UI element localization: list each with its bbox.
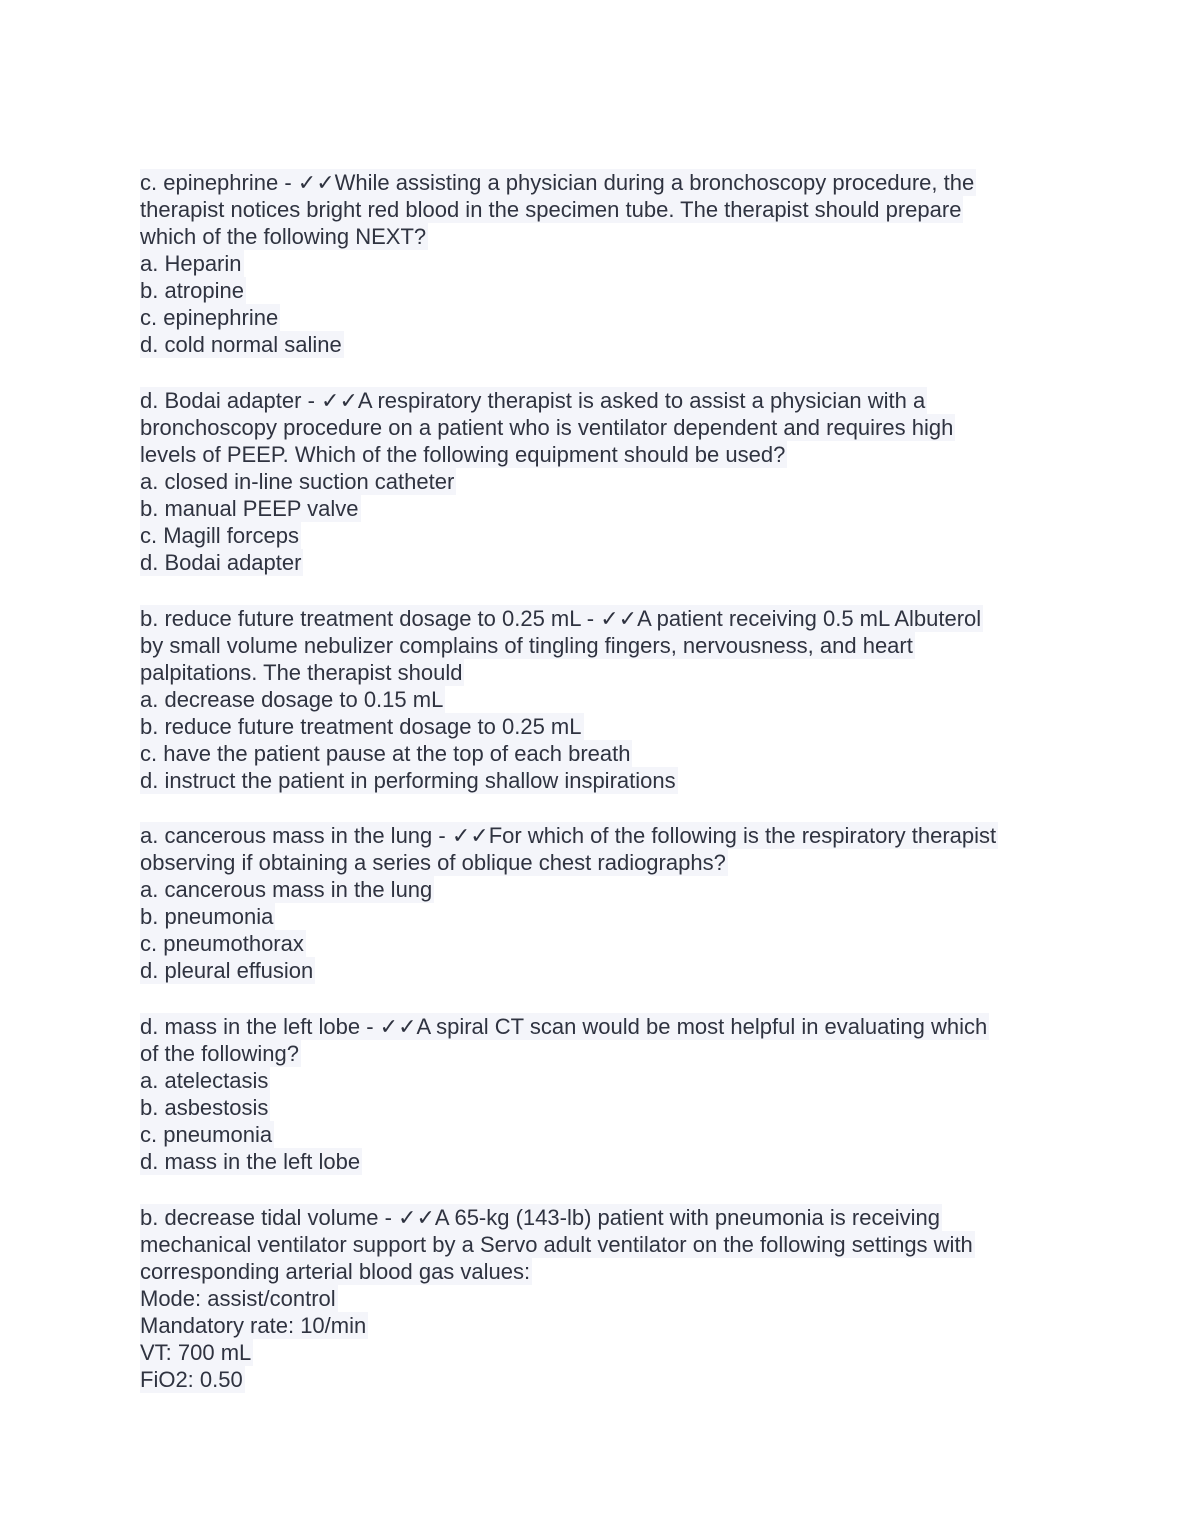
text-line: corresponding arterial blood gas values: (140, 1258, 531, 1284)
answer-option: d. mass in the left lobe (140, 1149, 361, 1175)
text-line: of the following? (140, 1041, 299, 1067)
setting-line: Mandatory rate: 10/min (140, 1312, 367, 1338)
answer-option: a. atelectasis (140, 1068, 269, 1094)
text-line: b. decrease tidal volume - ✓✓A 65-kg (143-lb) patient with pneumonia is receiving (140, 1204, 940, 1230)
text-line: by small volume nebulizer complains of tingling fingers, nervousness, and heart (140, 632, 913, 658)
answer-option: d. pleural effusion (140, 958, 314, 984)
answer-option: a. Heparin (140, 251, 242, 276)
text-line: palpitations. The therapist should (140, 659, 463, 685)
answer-option: c. epinephrine (140, 305, 279, 330)
question-block (140, 387, 1055, 576)
text-line: d. Bodai adapter - ✓✓A respiratory therapist is asked to assist a physician with a (140, 387, 926, 413)
answer-option: c. Magill forceps (140, 522, 299, 548)
text-line: a. cancerous mass in the lung - ✓✓For which of the following is the respiratory therapist (140, 823, 997, 849)
question-block (140, 822, 1055, 984)
question-block (140, 169, 1055, 358)
text-line: mechanical ventilator support by a Servo adult ventilator on the following settings with (140, 1231, 973, 1257)
text-line: levels of PEEP. Which of the following equipment should be used? (140, 441, 786, 467)
question-block (140, 605, 1055, 794)
answer-option: a. cancerous mass in the lung (140, 877, 433, 903)
setting-line: VT: 700 mL (140, 1339, 252, 1365)
answer-option: b. reduce future treatment dosage to 0.25 mL (140, 713, 582, 739)
answer-option: b. pneumonia (140, 904, 274, 930)
answer-option: a. closed in-line suction catheter (140, 468, 455, 494)
answer-option: a. decrease dosage to 0.15 mL (140, 686, 444, 712)
answer-option: c. have the patient pause at the top of each breath (140, 740, 631, 766)
text-line: therapist notices bright red blood in the specimen tube. The therapist should prepare (140, 197, 962, 222)
question-block (140, 1204, 1055, 1393)
text-line: c. epinephrine - ✓✓While assisting a physician during a bronchoscopy procedure, the (140, 170, 975, 195)
document-page (140, 169, 1055, 1422)
setting-line: FiO2: 0.50 (140, 1366, 243, 1392)
answer-option: d. cold normal saline (140, 332, 342, 357)
text-line: observing if obtaining a series of oblique chest radiographs? (140, 850, 726, 876)
setting-line: Mode: assist/control (140, 1285, 336, 1311)
question-block (140, 1013, 1055, 1175)
text-line: b. reduce future treatment dosage to 0.25 mL - ✓✓A patient receiving 0.5 mL Albuterol (140, 605, 982, 631)
answer-option: c. pneumonia (140, 1122, 273, 1148)
text-line: bronchoscopy procedure on a patient who is ventilator dependent and requires high (140, 414, 954, 440)
answer-option: b. atropine (140, 278, 244, 303)
answer-option: d. Bodai adapter (140, 549, 302, 575)
text-line: d. mass in the left lobe - ✓✓A spiral CT scan would be most helpful in evaluating which (140, 1014, 988, 1040)
text-line: which of the following NEXT? (140, 224, 427, 249)
answer-option: d. instruct the patient in performing shallow inspirations (140, 767, 676, 793)
answer-option: b. manual PEEP valve (140, 495, 359, 521)
answer-option: b. asbestosis (140, 1095, 269, 1121)
answer-option: c. pneumothorax (140, 931, 304, 957)
